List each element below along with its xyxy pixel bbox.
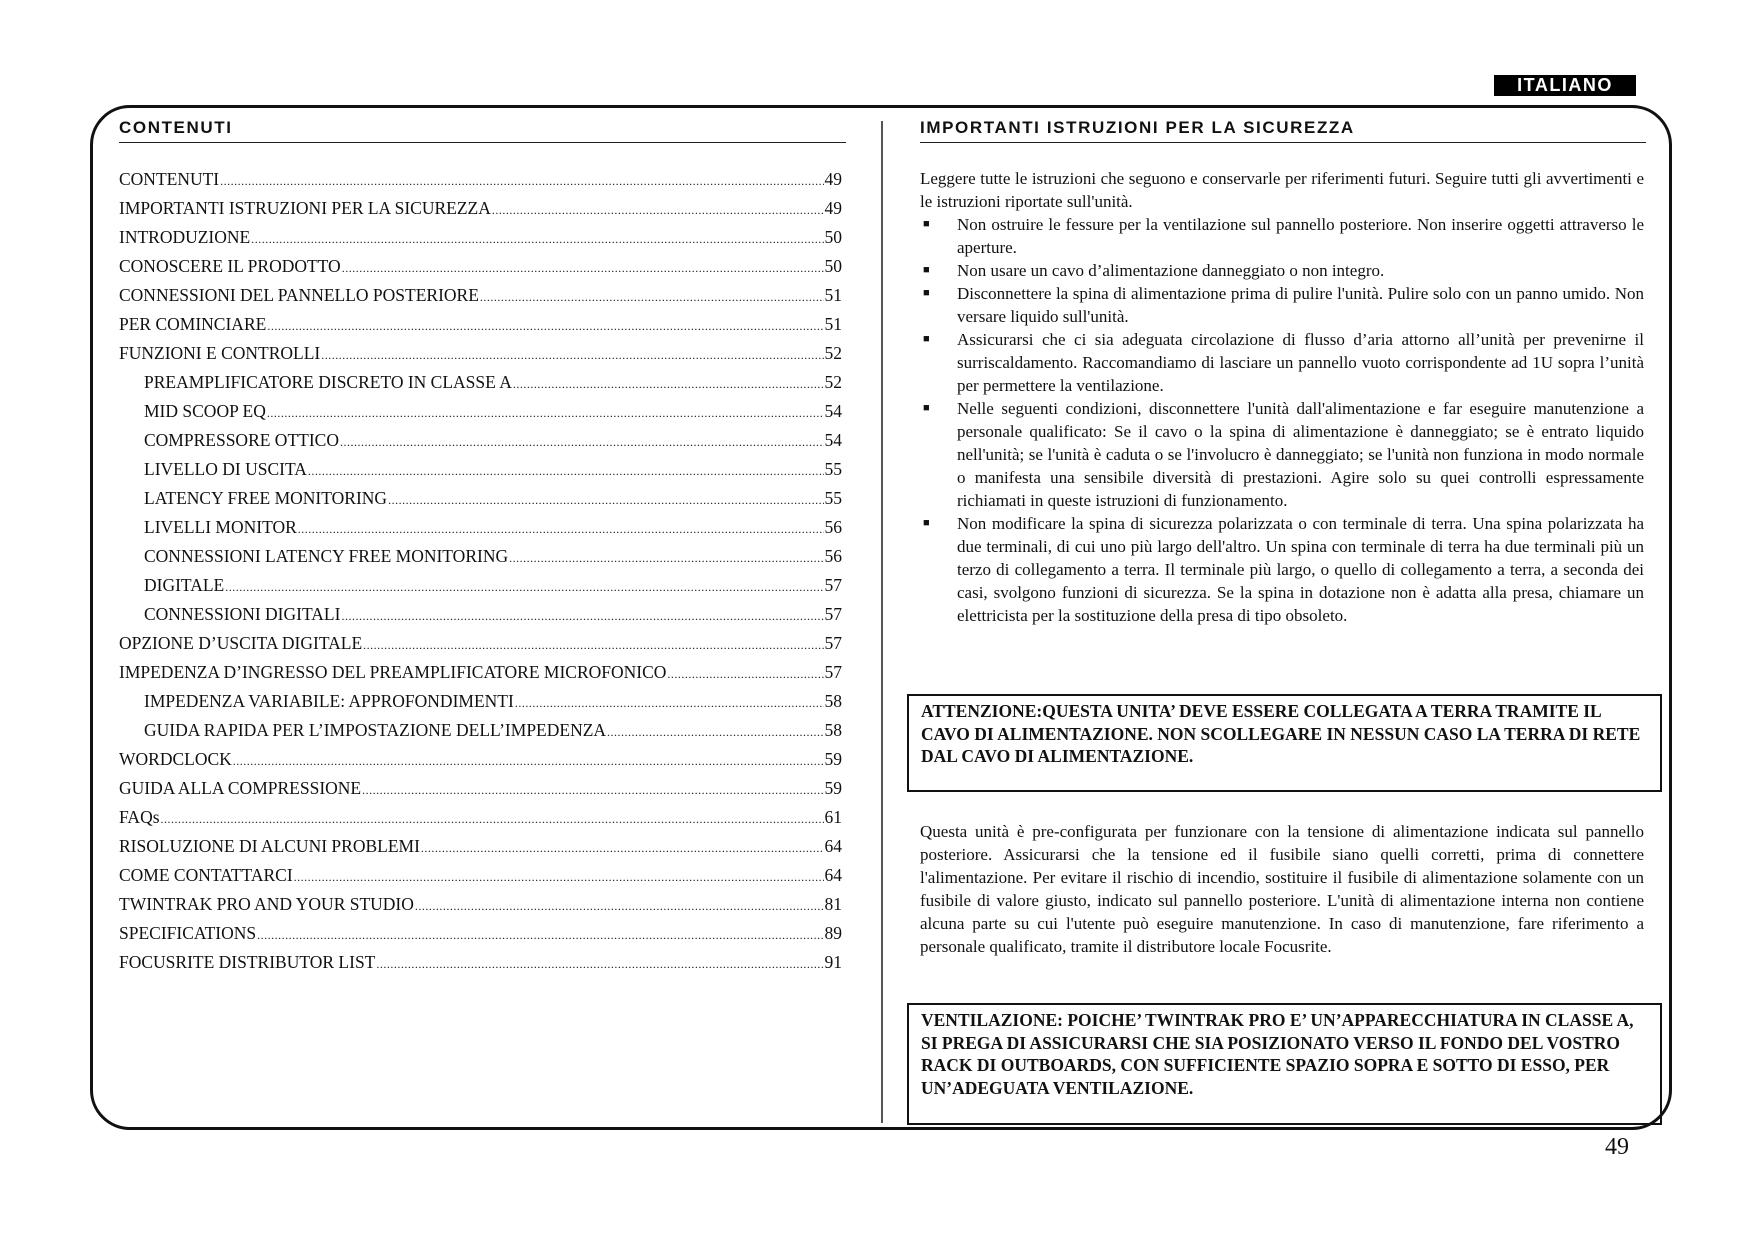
toc-entry[interactable]	[119, 426, 842, 455]
toc-entry[interactable]	[119, 600, 842, 629]
toc-entry-title: RISOLUZIONE DI ALCUNI PROBLEMI	[119, 836, 420, 856]
toc-entry-page: 57	[824, 575, 842, 595]
toc-entry-title: IMPEDENZA VARIABILE: APPROFONDIMENTI	[144, 691, 514, 711]
toc-entry[interactable]	[119, 223, 842, 252]
safety-bullet-item	[920, 328, 1644, 397]
toc-dot-leader	[513, 370, 824, 399]
toc-dot-leader	[376, 950, 823, 979]
toc-entry-title: COME CONTATTARCI	[119, 865, 293, 885]
toc-entry[interactable]	[119, 455, 842, 484]
toc-dot-leader	[607, 718, 823, 747]
toc-dot-leader	[321, 341, 823, 370]
toc-entry-title: DIGITALE	[144, 575, 225, 595]
toc-entry-title: CONNESSIONI DIGITALI	[144, 604, 341, 624]
toc-dot-leader	[363, 631, 823, 660]
toc-entry-page: 59	[824, 778, 842, 798]
toc-entry[interactable]	[119, 571, 842, 600]
toc-dot-leader	[362, 776, 823, 805]
toc-entry-title: MID SCOOP EQ	[144, 401, 266, 421]
toc-entry-page: 64	[824, 836, 842, 856]
toc-dot-leader	[220, 167, 823, 196]
toc-entry-page: 51	[824, 285, 842, 305]
toc-entry-page: 55	[824, 459, 842, 479]
toc-entry-title: WORDCLOCK	[119, 749, 232, 769]
toc-entry[interactable]	[119, 513, 842, 542]
toc-entry[interactable]	[119, 281, 842, 310]
square-bullet-icon: ■	[923, 517, 930, 529]
toc-entry-page: 52	[824, 372, 842, 392]
toc-entry-page: 89	[824, 923, 842, 943]
toc-dot-leader	[340, 428, 824, 457]
square-bullet-icon: ■	[923, 264, 930, 276]
toc-dot-leader	[225, 573, 823, 602]
toc-entry[interactable]	[119, 484, 842, 513]
toc-entry-title: LATENCY FREE MONITORING	[144, 488, 388, 508]
voltage-paragraph: Questa unità è pre-configurata per funzionare con la tensione di alimentazione indicata sul pannello posteriore. Assicurarsi che la tensione ed il fusibile siano quelli corretti, prima di connettere l'alimentazione. Per evitare il rischio di incendio, sostituire il fusibile di alimentazione solamente con un fusibile di valore giusto, indicato sul pannello posteriore. L'unità di alimentazione interna non contiene alcuna parte su cui l'utente può eseguire manutenzione. In caso di manutenzione, fare riferimento a personale qualificato, tramite il distributore locale Focusrite.	[920, 822, 1644, 956]
toc-dot-leader	[233, 747, 824, 776]
toc-entry-page: 58	[824, 691, 842, 711]
toc-entry-title: INTRODUZIONE	[119, 227, 251, 247]
toc-entry-page: 61	[824, 807, 842, 827]
toc-entry[interactable]	[119, 339, 842, 368]
toc-dot-leader	[421, 834, 824, 863]
toc-dot-leader	[515, 689, 824, 718]
toc-dot-leader	[251, 225, 823, 254]
square-bullet-icon: ■	[923, 402, 930, 414]
toc-entry[interactable]	[119, 832, 842, 861]
toc-entry[interactable]	[119, 658, 842, 687]
toc-dot-leader	[267, 399, 824, 428]
toc-entry[interactable]	[119, 687, 842, 716]
safety-bullet-item	[920, 213, 1644, 259]
toc-entry-title: IMPEDENZA D’INGRESSO DEL PREAMPLIFICATORE MICROFONICO	[119, 662, 667, 682]
toc-entry-page: 56	[824, 546, 842, 566]
toc-dot-leader	[480, 283, 824, 312]
toc-entry-page: 91	[824, 952, 842, 972]
toc-dot-leader	[341, 602, 823, 631]
toc-entry-title: SPECIFICATIONS	[119, 923, 257, 943]
toc-entry-page: 50	[824, 256, 842, 276]
toc-entry-title: CONNESSIONI DEL PANNELLO POSTERIORE	[119, 285, 479, 305]
safety-bullet-item	[920, 282, 1644, 328]
toc-dot-leader	[308, 457, 824, 486]
toc-entry-title: FOCUSRITE DISTRIBUTOR LIST	[119, 952, 376, 972]
toc-entry-title: FUNZIONI E CONTROLLI	[119, 343, 321, 363]
safety-bullet-text: Disconnettere la spina di alimentazione prima di pulire l'unità. Pulire solo con un panno umido. Non versare liquido sull'unità.	[957, 284, 1644, 326]
toc-entry-title: PER COMINCIARE	[119, 314, 267, 334]
ground-warning-box: ATTENZIONE:QUESTA UNITA’ DEVE ESSERE COLLEGATA A TERRA TRAMITE IL CAVO DI ALIMENTAZIONE. NON SCOLLEGARE IN NESSUN CASO LA TERRA DI RETE DAL CAVO DI ALIMENTAZIONE.	[907, 694, 1662, 792]
page-number: 49	[1605, 1134, 1629, 1160]
toc-entry-title: GUIDA ALLA COMPRESSIONE	[119, 778, 362, 798]
toc-entry-title: FAQs	[119, 807, 160, 827]
toc-entry[interactable]	[119, 803, 842, 832]
toc-dot-leader	[492, 196, 824, 225]
safety-bullet-text: Non modificare la spina di sicurezza polarizzata o con terminale di terra. Una spina polarizzata ha due terminali, di cui uno più largo dell'altro. Un spina con terminale di terra ha due terminali più un terzo di collegamento a terra. Il terminale più largo, o quello di collegamento a terra, a seconda dei casi, svolgono funzioni di sicurezza. Se la spina in dotazione non è adatta alla presa, chiamare un elettricista per la sostituzione della presa di tipo obsoleto.	[957, 514, 1644, 625]
square-bullet-icon: ■	[923, 218, 930, 230]
safety-bullet-item	[920, 512, 1644, 627]
toc-entry-title: GUIDA RAPIDA PER L’IMPOSTAZIONE DELL’IMPEDENZA	[144, 720, 607, 740]
toc-entry-page: 49	[824, 198, 842, 218]
toc-entry-page: 55	[824, 488, 842, 508]
toc-entry-page: 52	[824, 343, 842, 363]
toc-entry-title: LIVELLO DI USCITA	[144, 459, 307, 479]
toc-entry-page: 54	[824, 430, 842, 450]
toc-entry[interactable]	[119, 252, 842, 281]
toc-entry-title: CONOSCERE IL PRODOTTO	[119, 256, 341, 276]
toc-heading: CONTENUTI	[119, 118, 846, 143]
toc-entry-page: 51	[824, 314, 842, 334]
toc-entry-page: 59	[824, 749, 842, 769]
toc-entry[interactable]	[119, 397, 842, 426]
language-tag: ITALIANO	[1494, 75, 1636, 96]
safety-bullet-text: Assicurarsi che ci sia adeguata circolazione di flusso d’aria attorno all’unità per prevenirne il surriscaldamento. Raccomandiamo di lasciare un pannello vuoto corrispondente ad 1U sopra l’unità per permettere la ventilazione.	[957, 330, 1644, 395]
toc-entry[interactable]	[119, 310, 842, 339]
toc-dot-leader	[298, 515, 824, 544]
safety-instructions	[920, 167, 1644, 627]
toc-entry[interactable]	[119, 368, 842, 397]
toc-dot-leader	[388, 486, 823, 515]
safety-bullet-item	[920, 397, 1644, 512]
toc-entry[interactable]	[119, 774, 842, 803]
toc-entry[interactable]	[119, 745, 842, 774]
square-bullet-icon: ■	[923, 333, 930, 345]
toc-dot-leader	[415, 892, 824, 921]
toc-dot-leader	[267, 312, 823, 341]
toc-entry-page: 57	[824, 604, 842, 624]
safety-intro: Leggere tutte le istruzioni che seguono e conservarle per riferimenti futuri. Seguire tutti gli avvertimenti e le istruzioni riportate sull'unità.	[920, 169, 1644, 211]
table-of-contents	[119, 165, 842, 977]
toc-entry-page: 49	[824, 169, 842, 189]
toc-entry[interactable]	[119, 629, 842, 658]
toc-dot-leader	[667, 660, 823, 689]
toc-dot-leader	[257, 921, 823, 950]
toc-entry-page: 50	[824, 227, 842, 247]
toc-entry-page: 58	[824, 720, 842, 740]
toc-entry[interactable]	[119, 890, 842, 919]
safety-bullet-text: Non ostruire le fessure per la ventilazione sul pannello posteriore. Non inserire oggetti attraverso le aperture.	[957, 215, 1644, 257]
toc-entry-page: 57	[824, 633, 842, 653]
toc-entry-title: CONTENUTI	[119, 169, 220, 189]
toc-dot-leader	[161, 805, 824, 834]
toc-entry-page: 57	[824, 662, 842, 682]
toc-entry-page: 64	[824, 865, 842, 885]
toc-dot-leader	[509, 544, 823, 573]
toc-entry-title: PREAMPLIFICATORE DISCRETO IN CLASSE A	[144, 372, 512, 392]
toc-entry-title: IMPORTANTI ISTRUZIONI PER LA SICUREZZA	[119, 198, 491, 218]
safety-bullet-list	[920, 213, 1644, 627]
toc-entry-page: 81	[824, 894, 842, 914]
toc-entry-title: TWINTRAK PRO AND YOUR STUDIO	[119, 894, 414, 914]
safety-bullet-text: Non usare un cavo d’alimentazione danneggiato o non integro.	[957, 261, 1385, 280]
toc-dot-leader	[294, 863, 824, 892]
toc-entry-title: OPZIONE D’USCITA DIGITALE	[119, 633, 363, 653]
toc-entry[interactable]	[119, 948, 842, 977]
square-bullet-icon: ■	[923, 287, 930, 299]
toc-entry-title: CONNESSIONI LATENCY FREE MONITORING	[144, 546, 509, 566]
toc-entry[interactable]	[119, 716, 842, 745]
toc-entry[interactable]	[119, 861, 842, 890]
safety-bullet-item	[920, 259, 1644, 282]
safety-bullet-text: Nelle seguenti condizioni, disconnettere l'unità dall'alimentazione e far eseguire manutenzione a personale qualificato: Se il cavo o la spina di alimentazione è danneggiato; se è entrato liquido nell'unità; se l'unità è caduta o se l'involucro è danneggiato; se l'unità non funziona in modo normale o manifesta una sensibile diversità di prestazioni. Agire solo su quei controlli espressamente richiamati in queste istruzioni di funzionamento.	[957, 399, 1644, 510]
toc-entry[interactable]	[119, 919, 842, 948]
safety-heading: IMPORTANTI ISTRUZIONI PER LA SICUREZZA	[920, 118, 1646, 143]
column-divider	[881, 121, 883, 1123]
toc-entry-title: COMPRESSORE OTTICO	[144, 430, 339, 450]
toc-entry[interactable]	[119, 542, 842, 571]
toc-entry-page: 56	[824, 517, 842, 537]
toc-dot-leader	[342, 254, 824, 283]
toc-entry-page: 54	[824, 401, 842, 421]
toc-entry[interactable]	[119, 194, 842, 223]
toc-entry-title: LIVELLI MONITOR	[144, 517, 297, 537]
toc-entry[interactable]	[119, 165, 842, 194]
ventilation-warning-box: VENTILAZIONE: POICHE’ TWINTRAK PRO E’ UN’APPARECCHIATURA IN CLASSE A, SI PREGA DI ASSICURARSI CHE SIA POSIZIONATO VERSO IL FONDO DEL VOSTRO RACK DI OUTBOARDS, CON SUFFICIENTE SPAZIO SOPRA E SOTTO DI ESSO, PER UN’ADEGUATA VENTILAZIONE.	[907, 1003, 1662, 1125]
